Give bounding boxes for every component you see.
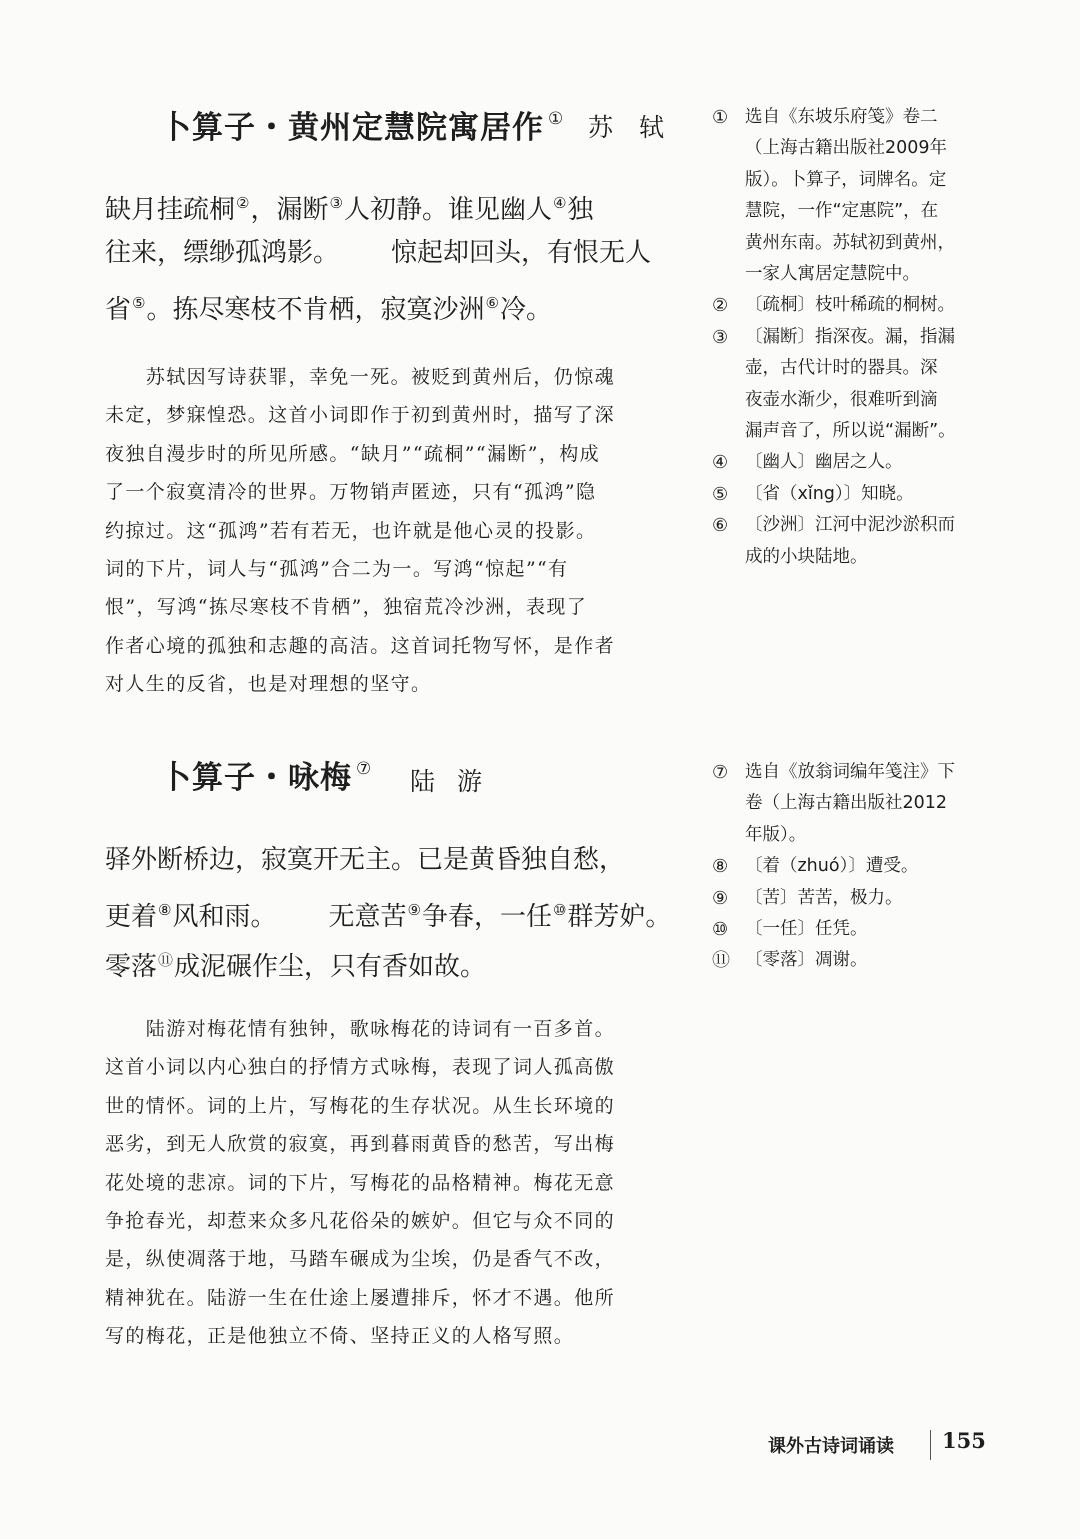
poem-text: 人初静。谁见幽人 [343, 195, 552, 225]
footnote [712, 883, 982, 914]
poem-text: ，漏断 [250, 195, 329, 225]
footnote [712, 945, 982, 976]
poem-text: 省 [105, 295, 132, 325]
poem1-title [160, 102, 564, 147]
footnote-text [745, 447, 982, 478]
poem-text: 独 [567, 195, 594, 225]
poem-text: 成泥碾作尘，只有香如故。 [174, 952, 487, 982]
footnote-text [745, 290, 982, 321]
footnote-line: 〔着（zhuó）〕遭受。 [745, 856, 919, 877]
commentary-line: 陆游对梅花情有独钟，歌咏梅花的诗词有一百多首。 [105, 1018, 616, 1040]
footnote-text [745, 510, 982, 573]
poem-text: 往来，缥缈孤鸿影。 [105, 238, 340, 268]
poem-line [105, 228, 675, 278]
poem2-title [160, 752, 372, 797]
poem-line [105, 885, 675, 935]
poem2-title-text: 卜算子・咏梅 [160, 760, 352, 796]
footnote-line: 〔幽人〕幽居之人。 [745, 452, 903, 473]
footnote-number: ⑤ [712, 483, 729, 505]
footnote-line: 〔漏断〕指深夜。漏，指漏 [745, 326, 955, 347]
commentary-line: 苏轼因写诗获罪，幸免一死。被贬到黄州后，仍惊魂 [105, 366, 616, 388]
poem2-author: 陆游 [410, 767, 505, 796]
poem2-commentary [105, 1010, 673, 1356]
commentary-line: 恨”，写鸿“拣尽寒枝不肯栖”，独宿荒冷沙洲，表现了 [105, 596, 588, 619]
commentary-line: 了一个寂寞清冷的世界。万物销声匿迹，只有“孤鸿”隐 [105, 481, 597, 504]
commentary-line: 恶劣，到无人欣赏的寂寞，再到暮雨黄昏的愁苦，写出梅 [105, 1133, 616, 1156]
footnote-line: 卷（上海古籍出版社2012 [745, 793, 948, 814]
poem-line [105, 278, 675, 328]
commentary-line: 未定，梦寐惶恐。这首小词即作于初到黄州时，描写了深 [105, 404, 616, 427]
poem1-commentary [105, 358, 673, 704]
poem-text: 惊起却回头，有恨无人 [391, 238, 652, 268]
footnote [712, 322, 982, 448]
book-section-label: 课外古诗词诵读 [768, 1436, 894, 1457]
poem2-footnotes [712, 757, 982, 977]
footnote-line: 壶，古代计时的器具。深 [745, 358, 938, 379]
poem-line [105, 835, 675, 885]
footnote-number: ⑪ [712, 950, 730, 972]
footnote-line: 慧院，一作“定惠院”，在 [745, 201, 939, 222]
poem-text: 冷。 [499, 295, 552, 325]
footnote [712, 447, 982, 478]
footnote-text [745, 914, 982, 945]
footnote-line: 〔一任〕任凭。 [745, 918, 868, 939]
poem-text: 争春，一任 [421, 902, 552, 932]
footnote-number: ⑥ [712, 515, 729, 537]
footnote-marker: ② [236, 194, 250, 212]
footnote [712, 102, 982, 290]
commentary-line: 这首小词以内心独白的抒情方式咏梅，表现了词人孤高傲 [105, 1056, 616, 1079]
page-number: 155 [942, 1428, 986, 1453]
footnote [712, 290, 982, 321]
footnote-text [745, 945, 982, 976]
footnote-number: ① [712, 107, 729, 128]
commentary-line: 是，纵使凋落于地，马踏车碾成为尘埃，仍是香气不改， [105, 1248, 616, 1271]
footnote [712, 757, 982, 851]
poem-text: 更着 [105, 902, 158, 932]
footnote-marker: ⑧ [158, 901, 172, 919]
footnote [712, 510, 982, 573]
footnote-line: 选自《放翁词编年笺注》下 [745, 762, 955, 782]
footnote-marker: ⑥ [485, 294, 499, 312]
poem1-title-text: 卜算子・黄州定慧院寓居作 [160, 110, 544, 146]
footnote-line: 夜壶水渐少，很难听到滴 [745, 389, 938, 410]
footnote-number: ② [712, 295, 729, 317]
footnote-line: 版）。卜算子，词牌名。定 [745, 169, 947, 190]
poem2-body [105, 835, 675, 985]
footnote-text [745, 102, 982, 290]
footnote-line: 〔零落〕凋谢。 [745, 950, 868, 971]
poem-line [105, 935, 675, 985]
footnote-line: 〔苦〕苦苦，极力。 [745, 887, 903, 908]
page-footer [760, 1428, 990, 1464]
footnote-number: ⑨ [712, 887, 729, 909]
footnote-marker: ⑤ [132, 294, 146, 312]
poem-text: 零落 [105, 952, 158, 982]
footnote-text [745, 883, 982, 914]
poem1-author: 苏轼 [588, 113, 691, 142]
footnote-text [745, 757, 982, 851]
poem-line [105, 178, 675, 228]
commentary-line: 词的下片，词人与“孤鸿”合二为一。写鸿“惊起”“有 [105, 557, 569, 580]
footnote-line: 黄州东南。苏轼初到黄州， [745, 232, 955, 253]
footnote-line: （上海古籍出版社2009年 [745, 138, 948, 159]
commentary-line: 夜独自漫步时的所见所感。“缺月”“疏桐”“漏断”，构成 [105, 442, 601, 465]
commentary-line: 约掠过。这“孤鸿”若有若无，也许就是他心灵的投影。 [105, 519, 597, 542]
poem1-title-footnote-marker: ① [548, 109, 565, 129]
footnote-line: 一家人寓居定慧院中。 [745, 263, 920, 284]
commentary-line: 写的梅花，正是他独立不倚、坚持正义的人格写照。 [105, 1325, 575, 1348]
poem1-body [105, 178, 675, 328]
commentary-line: 对人生的反省，也是对理想的坚守。 [105, 673, 432, 696]
footnote-line: 〔省（xǐng）〕知晓。 [745, 483, 914, 504]
commentary-line: 争抢春光，却惹来众多凡花俗朵的嫉妒。但它与众不同的 [105, 1209, 616, 1232]
commentary-line: 精神犹在。陆游一生在仕途上屡遭排斥，怀才不遇。他所 [105, 1286, 616, 1309]
footnote-line: 年版）。 [745, 824, 807, 845]
footnote-text [745, 851, 982, 882]
footnote-marker: ③ [329, 194, 343, 212]
footnote-number: ⑦ [712, 762, 729, 783]
footnote-number: ④ [712, 452, 729, 474]
footnote-line: 成的小块陆地。 [745, 546, 868, 567]
commentary-line: 世的情怀。词的上片，写梅花的生存状况。从生长环境的 [105, 1094, 616, 1117]
poem2-title-footnote-marker: ⑦ [356, 759, 373, 779]
footnote-marker: ④ [552, 194, 567, 212]
footnote [712, 851, 982, 882]
footnote-number: ③ [712, 326, 729, 348]
poem-text: 。拣尽寒枝不肯栖，寂寞沙洲 [146, 295, 485, 325]
footnote-line: 漏声音了，所以说“漏断”。 [745, 420, 956, 441]
footnote-line: 〔沙洲〕江河中泥沙淤积而 [745, 515, 955, 536]
footnote [712, 914, 982, 945]
footnote-marker: ⑪ [158, 951, 174, 969]
footnote-text [745, 322, 982, 448]
commentary-line: 花处境的悲凉。词的下片，写梅花的品格精神。梅花无意 [105, 1171, 616, 1194]
footnote-line: 〔疏桐〕枝叶稀疏的桐树。 [745, 295, 955, 316]
footnote-text [745, 479, 982, 510]
footer-divider [930, 1430, 931, 1460]
poem-text: 无意苦 [328, 902, 407, 932]
poem1-footnotes [712, 102, 982, 573]
poem-text: 缺月挂疏桐 [105, 195, 236, 225]
footnote-marker: ⑨ [407, 901, 421, 919]
footnote-number: ⑧ [712, 856, 729, 878]
poem-text: 驿外断桥边，寂寞开无主。已是黄昏独自愁， [105, 845, 626, 875]
footnote-number: ⑩ [712, 918, 729, 940]
footnote-marker: ⑩ [552, 901, 567, 919]
poem-text: 群芳妒。 [567, 902, 672, 932]
footnote [712, 479, 982, 510]
poem-text: 风和雨。 [172, 902, 277, 932]
commentary-line: 作者心境的孤独和志趣的高洁。这首词托物写怀，是作者 [105, 634, 616, 657]
footnote-line: 选自《东坡乐府笺》卷二 [745, 107, 938, 127]
